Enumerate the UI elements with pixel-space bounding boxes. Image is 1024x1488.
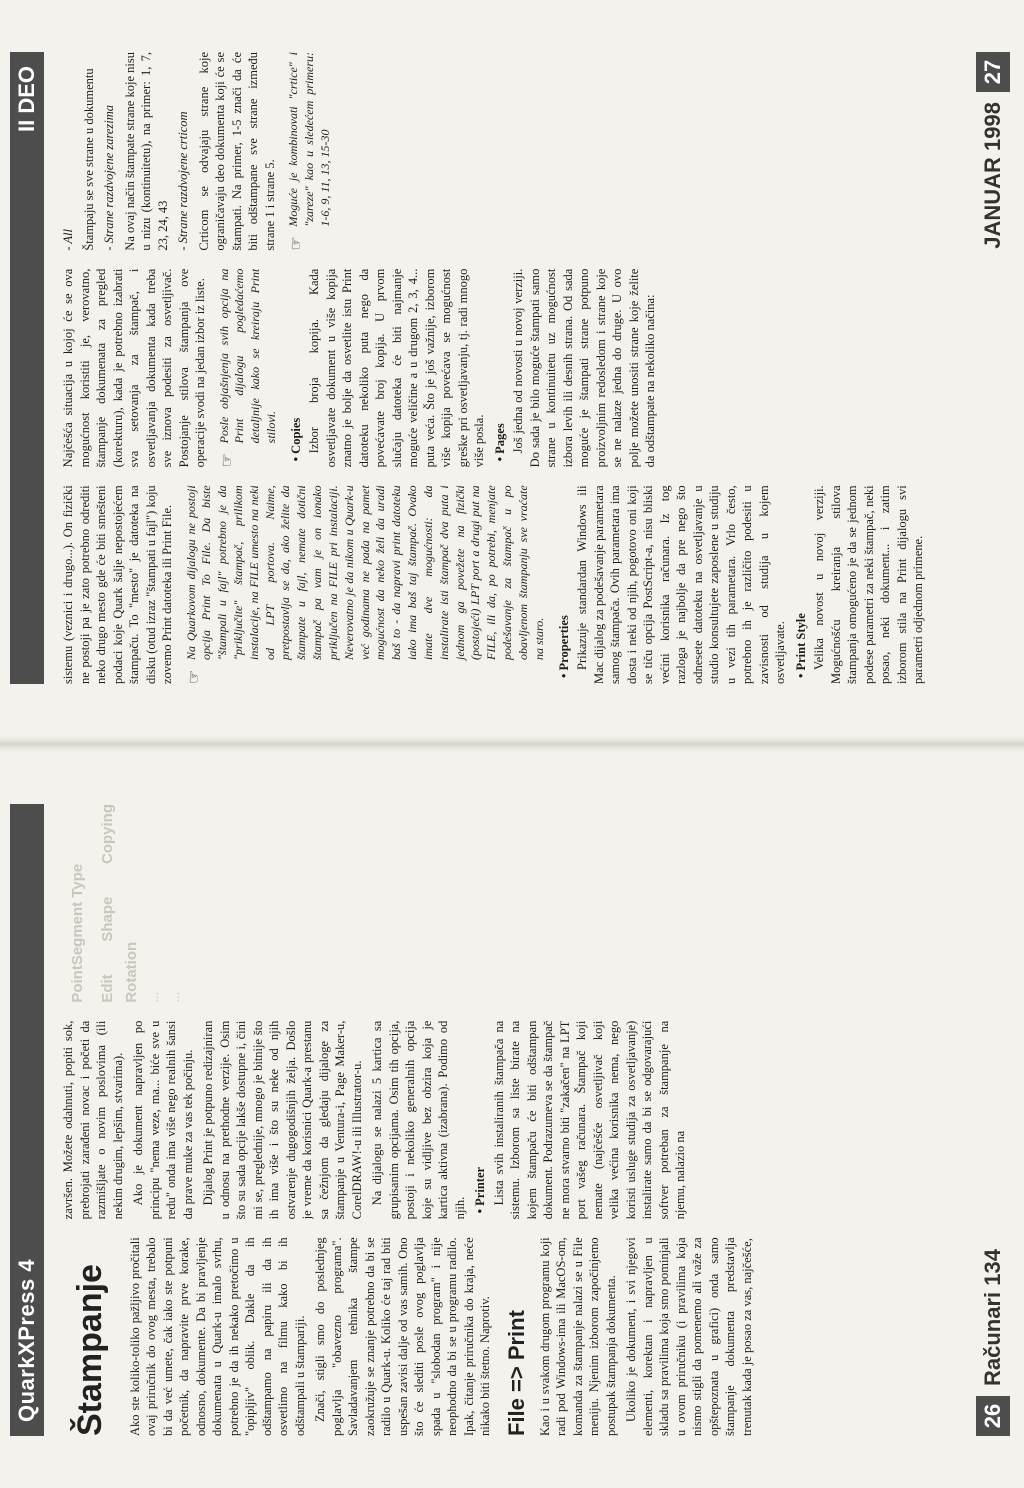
page-title: Štampanje xyxy=(71,1264,109,1436)
note-text: Posle objašnjenja svih opcija na Print dijalogu pogledaćemo detaljnije kako se kreiraju Print stilovi. xyxy=(216,268,278,444)
column-3 xyxy=(60,52,964,251)
paragraph: završen. Možete odahnuti, popiti sok, prebrojati zarađeni novac i početi da razmišljate o novim poslovima (ili nekim drugim, lepšim, stvarima). xyxy=(61,1020,125,1220)
page-fold xyxy=(0,736,1024,752)
subheading: • Copies xyxy=(288,417,303,462)
paragraph: Ukoliko je dokument, i svi njegovi elementi, korektan i napravljen u skladu sa pravilima koja smo pominjali u ovom priručniku (i pravilima koja nismo stigli da pomenemo ali važe za opštepoznata u grafici) onda samo štampanje dokumenta predstavlja trenutak kada je posao za vas, najčešće, xyxy=(624,1237,754,1436)
note-text: Na Quarkovom dijalogu ne postoji opcija Print To File. Da biste "štampali u fajl" potrebno je da "priključite" štampač, prilikom instalacije, na FILE umesto na neki od LPT portova. Naime, pretpostavlja se da, ako želite da štampate u fajl, nemate dotični štampač pa vam je on ionako priključen na FILE pri instalaciji. Neverovatno je da nikom u Quark-u već godinama ne pada na pamet mogućnost da neko želi da uradi baš to - da napravi print datoteku iako ima baš taj štampač. Ovako imate dve mogućnosti: da instalirate isti štampač dva puta i jednom ga povežete na fizički (postojeći) LPT port a drugi put na FILE, ili da, po potrebi, menjate podešavanje za štampač u po obavljenom štampanju sve vraćate na staro. xyxy=(183,485,546,660)
page-footer xyxy=(976,52,1010,684)
page-header-bar xyxy=(10,804,44,1436)
right-page xyxy=(0,0,1024,736)
page-footer xyxy=(976,804,1010,1436)
column-2 xyxy=(60,269,964,468)
note-text: Moguće je kombinovati "crtice" i "zareze" kao u sledećem primeru: 1-6, 9, 11, 13, 15-30 xyxy=(286,51,332,227)
page-header-bar xyxy=(10,52,44,684)
paragraph: Dijalog Print je potpuno redizajniran u odnosu na prethodne verzije. Osim što su sada opcije lakše dostupne i, čini mi se, preglednije, mnogo je bitnije što ih ima više i što su neke od njih ostvarenje dugogodišnjih želja. Došlo je vreme da korisnici Quark-a prestanu sa čežnjom da gledaju dijaloge za štampanje u Ventura-i, Page Maker-u, CorelDRAW!-u ili Illustrator-u. xyxy=(201,1020,364,1220)
paragraph: Najčešća situacija u kojoj će se ova mogućnost koristiti je, verovatno, štampanje dokumenata za pregled (korekturu), kada je potrebno izabrati sva setovanja za štampač, i osvetljavanja dokumenta kada treba sve iznova podesiti za osvetljivač. Postojanje stilova štampanja ove operacije svodi na jedan izbor iz liste. xyxy=(61,268,207,468)
bleed-through-column xyxy=(60,804,964,1003)
text-columns xyxy=(60,52,964,684)
pointing-hand-icon: ☞ xyxy=(218,452,236,468)
paragraph: Ako je dokument napravljen po principu "nema veze, ma... biće sve u redu" onda ima više nego realnih šansi da prave muke za vas tek počinju. xyxy=(131,1020,195,1220)
pointing-hand-icon: ☞ xyxy=(288,236,305,251)
paragraph: Još jedna od novosti u novoj verziji. Do sada je bilo moguće štampati samo strane u kontinuitetu uz mogućnost izbora levih ili desnih strana. Od sada moguće je štampati strane potpuno proizvoljnim redosledom i strane koje se ne nalaze jedna do druge. U ovo polje možete unositi strane koje želite da odštampate na nekoliko načina: xyxy=(511,268,658,468)
paragraph: Lista svih instaliranih štampača na sistemu. Izborom sa liste birate na kojem štampaču će biti odštampan dokument. Podrazumeva se da štampač ne mora stvarno biti "zakačen" na LPT port vašeg računara. Štampač koji nemate (najčešće osvetljivač koji velika većina korisnika nema, nego koristi usluge studija za osvetljavanje) instalirate samo da bi se odgovarajući softver potreban za štampanje na njemu, nalazio na xyxy=(491,1020,687,1220)
page-number: 27 xyxy=(976,52,1010,92)
ghost-text: ... xyxy=(146,991,161,1003)
paragraph: sistemu (veznici i drugo...). On fizički ne postoji pa je zato potrebno odrediti neko drugo mesto gde će biti smešteni podaci koje Quark šalje nepostojećem štampaču. To "mesto" je datoteka na disku (otud izraz "štampati u fajl") koju zovemo Print datoteka ili Print File. xyxy=(61,485,174,684)
ghost-text: ... xyxy=(166,991,182,1003)
option-text: Na ovaj način štampate strane koje nisu u nizu (kontinuitetu), na primer: 1, 7, 23, 24, 43 xyxy=(122,51,170,251)
paragraph: Kao i u svakom drugom programu koji radi pod Windows-ima ili MacOS-om, komanda za štampanje nalazi se u File meniju. Njenim izborom započinjemo postupak štampanja dokumenta. xyxy=(537,1237,618,1436)
column-1 xyxy=(60,1237,964,1436)
section-heading: File => Print xyxy=(503,1310,529,1436)
issue-date: JANUAR 1998 xyxy=(980,102,1005,249)
paragraph: Velika novost u novoj verziji. Mogućnošću kreiranja stilova štampanja omogućeno je da se jednom podese parametri za neki štampač, neki posao, neki dokument... i zatim izborom stila na Print dijalogu svi parametri odjednom primene. xyxy=(812,485,926,684)
option-title: - All xyxy=(61,229,75,251)
option-title: - Strane razdvojene crticom xyxy=(176,111,190,251)
paragraph: Na dijalogu se nalazi 5 kartica sa grupisanim opcijama. Osim tih opcija, postoji i nekoliko generalnih opcija koje su vidljive bez obzira koja je kartica aktivna (izabrana). Podimo od njih. xyxy=(370,1020,467,1220)
column-2 xyxy=(60,1021,964,1220)
option-text: Štampaju se sve strane u dokumentu xyxy=(81,68,96,251)
note xyxy=(184,485,548,684)
page-number: 26 xyxy=(976,1396,1010,1436)
ghost-text: Edit Shape Copying Rotation xyxy=(99,803,140,1003)
note xyxy=(217,269,280,468)
paragraph: Prikazuje standardan Windows ili Mac dijalog za podešavanje parametara samog štampača. Ovih parametara ima dosta i neki od njih, pogotovo oni koji se tiču opcija PostScript-a, nisu bliski većini korisnika računara. Iz tog razloga je najbolje da pre nego što odnesete datoteku na osvetljavanje u studio konsultujete zaposlene u studiju u vezi tih parametara. Vrlo često, potrebno ih je različito podesiti u zavisnosti od studija u kojem osvetljavate. xyxy=(575,485,788,684)
note xyxy=(286,52,333,251)
option-title: - Strane razdvojene zarezima xyxy=(102,104,116,251)
text-columns xyxy=(60,804,964,1436)
option-text: Crticom se odvajaju strane koje ograničavaju deo dokumenta koji će se štampati. Na primer, 1-5 znači da će biti odštampane sve strane između strane 1 i strane 5. xyxy=(196,51,277,251)
paragraph: Izbor broja kopija. Kada osvetljavate dokument u više kopija znatno je bolje da osvetlite istu Print datoteku nekoliko puta nego da povećavate broj kopija. U prvom slučaju datoteka će biti najmanje moguće veličine a u drugom 2, 3, 4... puta veća. Što je još važnije, izborom više kopija povećava se mogućnost greške pri osvetljavanju, tj. radi mnogo više posla. xyxy=(307,268,487,468)
magazine-name: Računari 134 xyxy=(980,1249,1005,1386)
header-title: QuarkXPress 4 xyxy=(14,1258,39,1422)
pointing-hand-icon: ☞ xyxy=(185,669,203,684)
section-label: II DEO xyxy=(14,66,39,133)
subheading: • Properties xyxy=(556,615,571,678)
subheading: • Print Style xyxy=(793,613,808,678)
paragraph: Ako ste koliko-toliko pažljivo pročitali ovaj priručnik do ovog mesta, trebalo bi da već umete, čak iako ste potpuni početnik, da napravite prve korake, odnosno, dokumente. Da bi pravljenje dokumenata u Quark-u imalo svrhu, potrebno je da ih nekako pretočimo u "opipljiv" oblik. Dakle da ih odštampamo na papiru ili da ih osvetlimo na filmu kako bi ih odštampali u štampariji. xyxy=(127,1237,307,1436)
subheading: • Pages xyxy=(492,423,507,462)
subheading: • Printer xyxy=(473,1166,487,1214)
ghost-text: PointSegment Type xyxy=(69,863,86,1003)
column-1 xyxy=(60,485,964,684)
left-page xyxy=(0,752,1024,1488)
paragraph: Znači, stigli smo do poslednjeg poglavlja "obavezno programa". Savladavanjem tehnika štampe zaokružuje se znanje potrebno da bi se radilo u Quark-u. Koliko će taj rad biti uspešan zavisi dalje od vas samih. Ono što će slediti posle ovog poglavlja spada u "slobodan program" i nije neophodno da bi se u programu radilo. Ipak, čitanje priručnika do kraja, neće nikako biti štetno. Naprotiv. xyxy=(313,1237,493,1436)
